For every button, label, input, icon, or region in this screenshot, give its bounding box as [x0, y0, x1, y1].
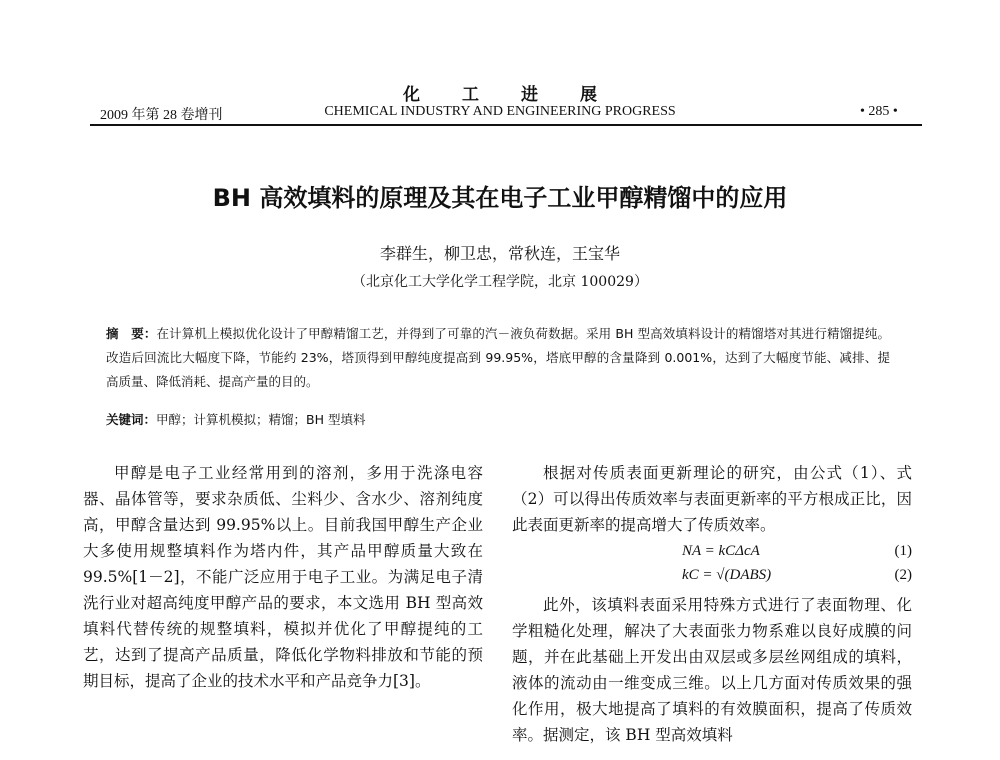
header-rule [90, 124, 922, 126]
body-right-column [512, 460, 912, 748]
equation-2-number: (2) [894, 567, 912, 583]
packing-paragraph: 此外，该填料表面采用特殊方式进行了表面物理、化学粗糙化处理，解决了大表面张力物系难以良好成膜的问题，并在此基础上开发出由双层或多层丝网组成的填料，液体的流动由一维变成三维。以上几方面对传质效果的强化作用，极大地提高了填料的有效膜面积，提高了传质效率。据测定，该 BH 型高效填料 [512, 596, 912, 744]
issue-info: 2009 年第 28 卷增刊 [100, 108, 223, 123]
equation-1-number: (1) [894, 543, 912, 559]
keywords-label: 关键词： [106, 412, 157, 427]
journal-name-chinese: 化工进展 [403, 85, 639, 105]
theory-paragraph: 根据对传质表面更新理论的研究，由公式（1）、式（2）可以得出传质效率与表面更新率的平方根成正比，因此表面更新率的提高增大了传质效率。 [512, 464, 912, 534]
page-number: • 285 • [860, 104, 898, 119]
equation-2-expression: kC = √(DABS) [682, 567, 772, 583]
article-title: BH 高效填料的原理及其在电子工业甲醇精馏中的应用 [212, 184, 788, 212]
abstract [106, 322, 890, 394]
abstract-text: 在计算机上模拟优化设计了甲醇精馏工艺，并得到了可靠的汽－液负荷数据。采用 BH 型高效填料设计的精馏塔对其进行精馏提纯。改造后回流比大幅度下降，节能约 23%，塔顶得到甲醇纯度提高到 99.95%，塔底甲醇的含量降到 0.001%，达到了大幅度节能、减排、提高质量、降低消耗、提高产量的目的。 [106, 326, 890, 389]
keywords-text: 甲醇；计算机模拟；精馏；BH 型填料 [156, 412, 366, 427]
intro-paragraph: 甲醇是电子工业经常用到的溶剂，多用于洗涤电容器、晶体管等，要求杂质低、尘料少、含水少、溶剂纯度高，甲醇含量达到 99.95%以上。目前我国甲醇生产企业大多使用规整填料作为塔内件，其产品甲醇质量大致在 99.5%[1－2]，不能广泛应用于电子工业。为满足电子清洗行业对超高纯度甲醇产品的要求，本文选用 BH 型高效填料代替传统的规整填料，模拟并优化了甲醇提纯的工艺，达到了提高产品质量，降低化学物料排放和节能的预期目标，提高了企业的技术水平和产品竞争力[3]。 [83, 464, 483, 690]
abstract-label: 摘 要： [106, 326, 157, 341]
equation-1-expression: NA = kCΔcA [682, 543, 760, 559]
equation-1 [512, 538, 912, 562]
authors: 李群生，柳卫忠，常秋连，王宝华 [379, 244, 620, 263]
equation-2 [512, 562, 912, 586]
journal-name-english: CHEMICAL INDUSTRY AND ENGINEERING PROGRESS [324, 104, 676, 119]
body-left-column [83, 460, 483, 694]
affiliation: （北京化工大学化学工程学院，北京 100029） [352, 274, 648, 290]
keywords [106, 410, 890, 428]
